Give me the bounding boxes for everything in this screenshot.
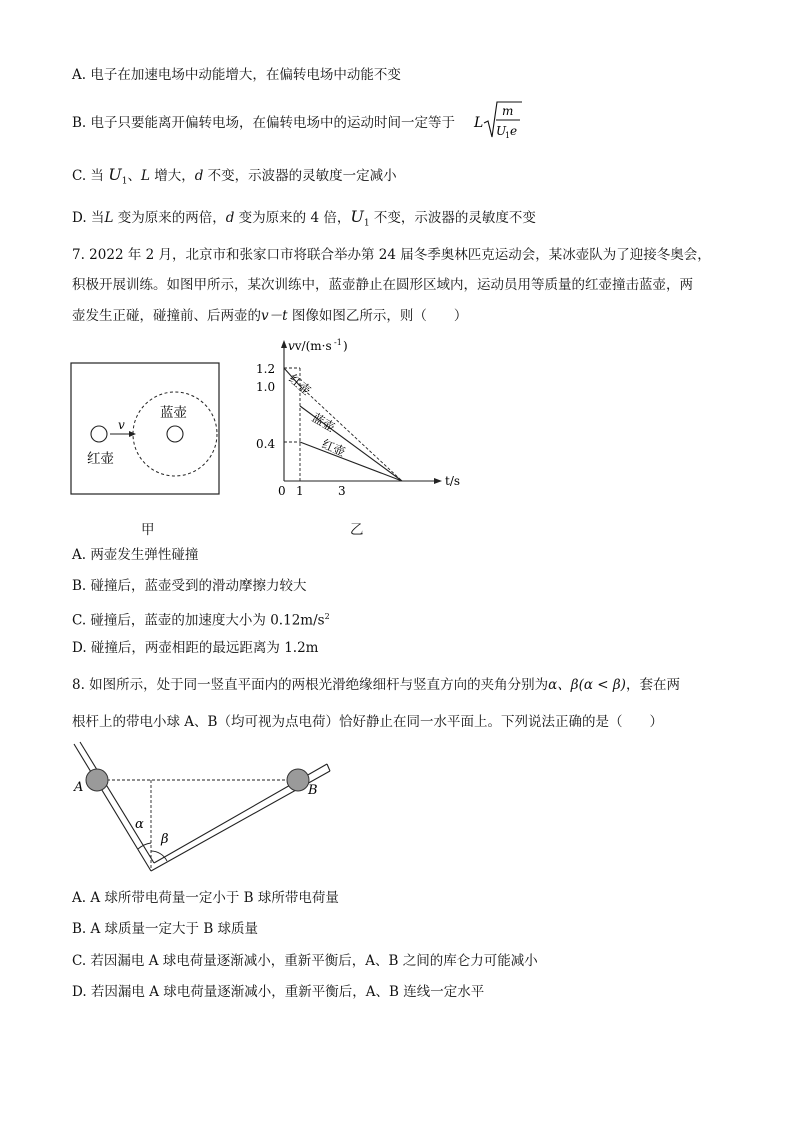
q6-option-d bbox=[72, 208, 536, 233]
q6-d-mid2: 变为原来的 4 倍， bbox=[234, 210, 351, 226]
q6-c-u: U bbox=[108, 165, 122, 184]
q7-option-a: A. 两壶发生弹性碰撞 bbox=[72, 547, 199, 563]
q6-c-mid2: 增大， bbox=[149, 168, 195, 184]
blue-label: 蓝壶 bbox=[309, 410, 338, 435]
q6-option-b-text: B. 电子只要能离开偏转电场，在偏转电场中的运动时间一定等于 bbox=[72, 115, 456, 131]
q6-d-post: 不变，示波器的灵敏度不变 bbox=[369, 210, 536, 226]
q6-option-b-formula bbox=[470, 99, 540, 145]
q6-d-sub: 1 bbox=[363, 218, 370, 229]
q7-option-d: D. 碰撞后，两壶相距的最远距离为 1.2m bbox=[72, 640, 319, 656]
q7-line3-vt: v－t bbox=[261, 308, 288, 324]
q6-d-mid1: 变为原来的两倍， bbox=[113, 210, 226, 226]
ball-b bbox=[287, 769, 309, 791]
q7-stem-line2: 积极开展训练。如图甲所示，某次训练中，蓝壶静止在圆形区域内，运动员用等质量的红壶撞击蓝壶，两 bbox=[72, 277, 693, 293]
q8-option-b: B. A 球质量一定大于 B 球质量 bbox=[72, 921, 259, 937]
x-tick-0: 0 bbox=[278, 484, 286, 498]
q7-c-sup: 2 bbox=[324, 612, 330, 621]
y-axis-close: ) bbox=[343, 339, 348, 353]
q6-c-sub: 1 bbox=[121, 176, 128, 187]
formula-den-e: e bbox=[510, 124, 518, 138]
red-line-after bbox=[300, 442, 402, 481]
y-tick-0-4: 0.4 bbox=[256, 437, 276, 451]
q8-option-c: C. 若因漏电 A 球电荷量逐渐减小，重新平衡后，A、B 之间的库仑力可能减小 bbox=[72, 953, 538, 969]
q6-c-pre: C. 当 bbox=[72, 168, 104, 184]
label-beta: β bbox=[161, 832, 169, 847]
red-stone-label: 红壶 bbox=[87, 451, 114, 467]
blue-stone-label: 蓝壶 bbox=[160, 405, 187, 421]
q7-figure-jia bbox=[70, 362, 222, 496]
q6-c-post: 不变，示波器的灵敏度一定减小 bbox=[203, 168, 397, 184]
left-rod-outer bbox=[74, 744, 151, 871]
arrow-head bbox=[129, 431, 136, 437]
y-tick-1-0: 1.0 bbox=[256, 380, 276, 394]
y-axis-arrow bbox=[281, 340, 287, 348]
v-label: v bbox=[118, 418, 125, 432]
red-line-extended bbox=[300, 386, 402, 481]
blue-stone bbox=[167, 426, 183, 442]
q8-stem-line2: 根杆上的带电小球 A、B（均可视为点电荷）恰好静止在同一水平面上。下列说法正确的是（ ） bbox=[72, 714, 663, 730]
q7-line3-pre: 壶发生正碰，碰撞前、后两壶的 bbox=[72, 308, 261, 324]
q8-stem-line1 bbox=[72, 676, 680, 694]
formula-l: L bbox=[474, 115, 484, 131]
q7-c-text: C. 碰撞后，蓝壶的加速度大小为 0.12m/s bbox=[72, 612, 325, 629]
q8-line1-cond: (α < β) bbox=[578, 677, 626, 693]
q7-line3-post: 图像如图乙所示，则（ ） bbox=[287, 308, 468, 324]
label-alpha: α bbox=[135, 817, 144, 832]
q6-d-pre: D. 当 bbox=[72, 210, 105, 226]
q7-figure-yi bbox=[250, 336, 470, 501]
q6-c-d: d bbox=[194, 168, 204, 184]
q8-option-a: A. A 球所带电荷量一定小于 B 球所带电荷量 bbox=[72, 890, 339, 906]
q7-option-b: B. 碰撞后，蓝壶受到的滑动摩擦力较大 bbox=[72, 578, 307, 594]
q7-stem-line3 bbox=[72, 307, 467, 325]
q6-c-mid1: 、 bbox=[127, 168, 141, 184]
q6-option-c bbox=[72, 166, 397, 191]
q8-line1-post: ，套在两 bbox=[625, 677, 680, 693]
q7-option-c bbox=[72, 608, 330, 630]
x-axis-label: t/s bbox=[445, 474, 461, 488]
q6-d-l: L bbox=[104, 210, 114, 226]
q6-option-a: A. 电子在加速电场中动能增大，在偏转电场中动能不变 bbox=[72, 67, 401, 83]
q6-d-u: U bbox=[350, 207, 364, 226]
x-axis-arrow bbox=[434, 478, 442, 484]
q6-option-b bbox=[72, 114, 455, 132]
q6-c-l: L bbox=[140, 168, 150, 184]
right-rod-end bbox=[327, 764, 330, 771]
q7-caption-jia: 甲 bbox=[141, 522, 155, 538]
y-axis-label: vv/(m·s bbox=[288, 339, 332, 353]
q8-line1-pre: 8. 如图所示，处于同一竖直平面内的两根光滑绝缘细杆与竖直方向的夹角分别为 bbox=[72, 677, 549, 693]
red-label-top: 红壶 bbox=[286, 371, 314, 398]
formula-den-sub: 1 bbox=[505, 131, 511, 140]
x-tick-3: 3 bbox=[338, 484, 346, 498]
q8-figure bbox=[68, 740, 338, 875]
x-tick-1: 1 bbox=[296, 484, 304, 498]
q6-d-d: d bbox=[225, 210, 235, 226]
red-label-bottom: 红壶 bbox=[319, 436, 348, 460]
q7-caption-yi: 乙 bbox=[350, 522, 364, 538]
beta-arc bbox=[151, 851, 167, 861]
q8-option-d: D. 若因漏电 A 球电荷量逐渐减小，重新平衡后，A、B 连线一定水平 bbox=[72, 984, 485, 1000]
formula-den-u: U bbox=[496, 124, 507, 138]
red-stone bbox=[91, 426, 107, 442]
y-axis-exp: -1 bbox=[334, 338, 342, 347]
q8-line1-ab: α、β bbox=[548, 677, 579, 693]
label-a: A bbox=[74, 780, 84, 795]
label-b: B bbox=[308, 783, 318, 798]
q7-stem-line1: 7. 2022 年 2 月，北京市和张家口市将联合举办第 24 届冬季奥林匹克运动会，某冰壶队为了迎接冬奥会， bbox=[72, 247, 711, 263]
y-tick-1-2: 1.2 bbox=[256, 362, 276, 376]
left-rod-inner bbox=[80, 742, 154, 863]
ball-a bbox=[86, 769, 108, 791]
formula-num: m bbox=[502, 104, 514, 118]
